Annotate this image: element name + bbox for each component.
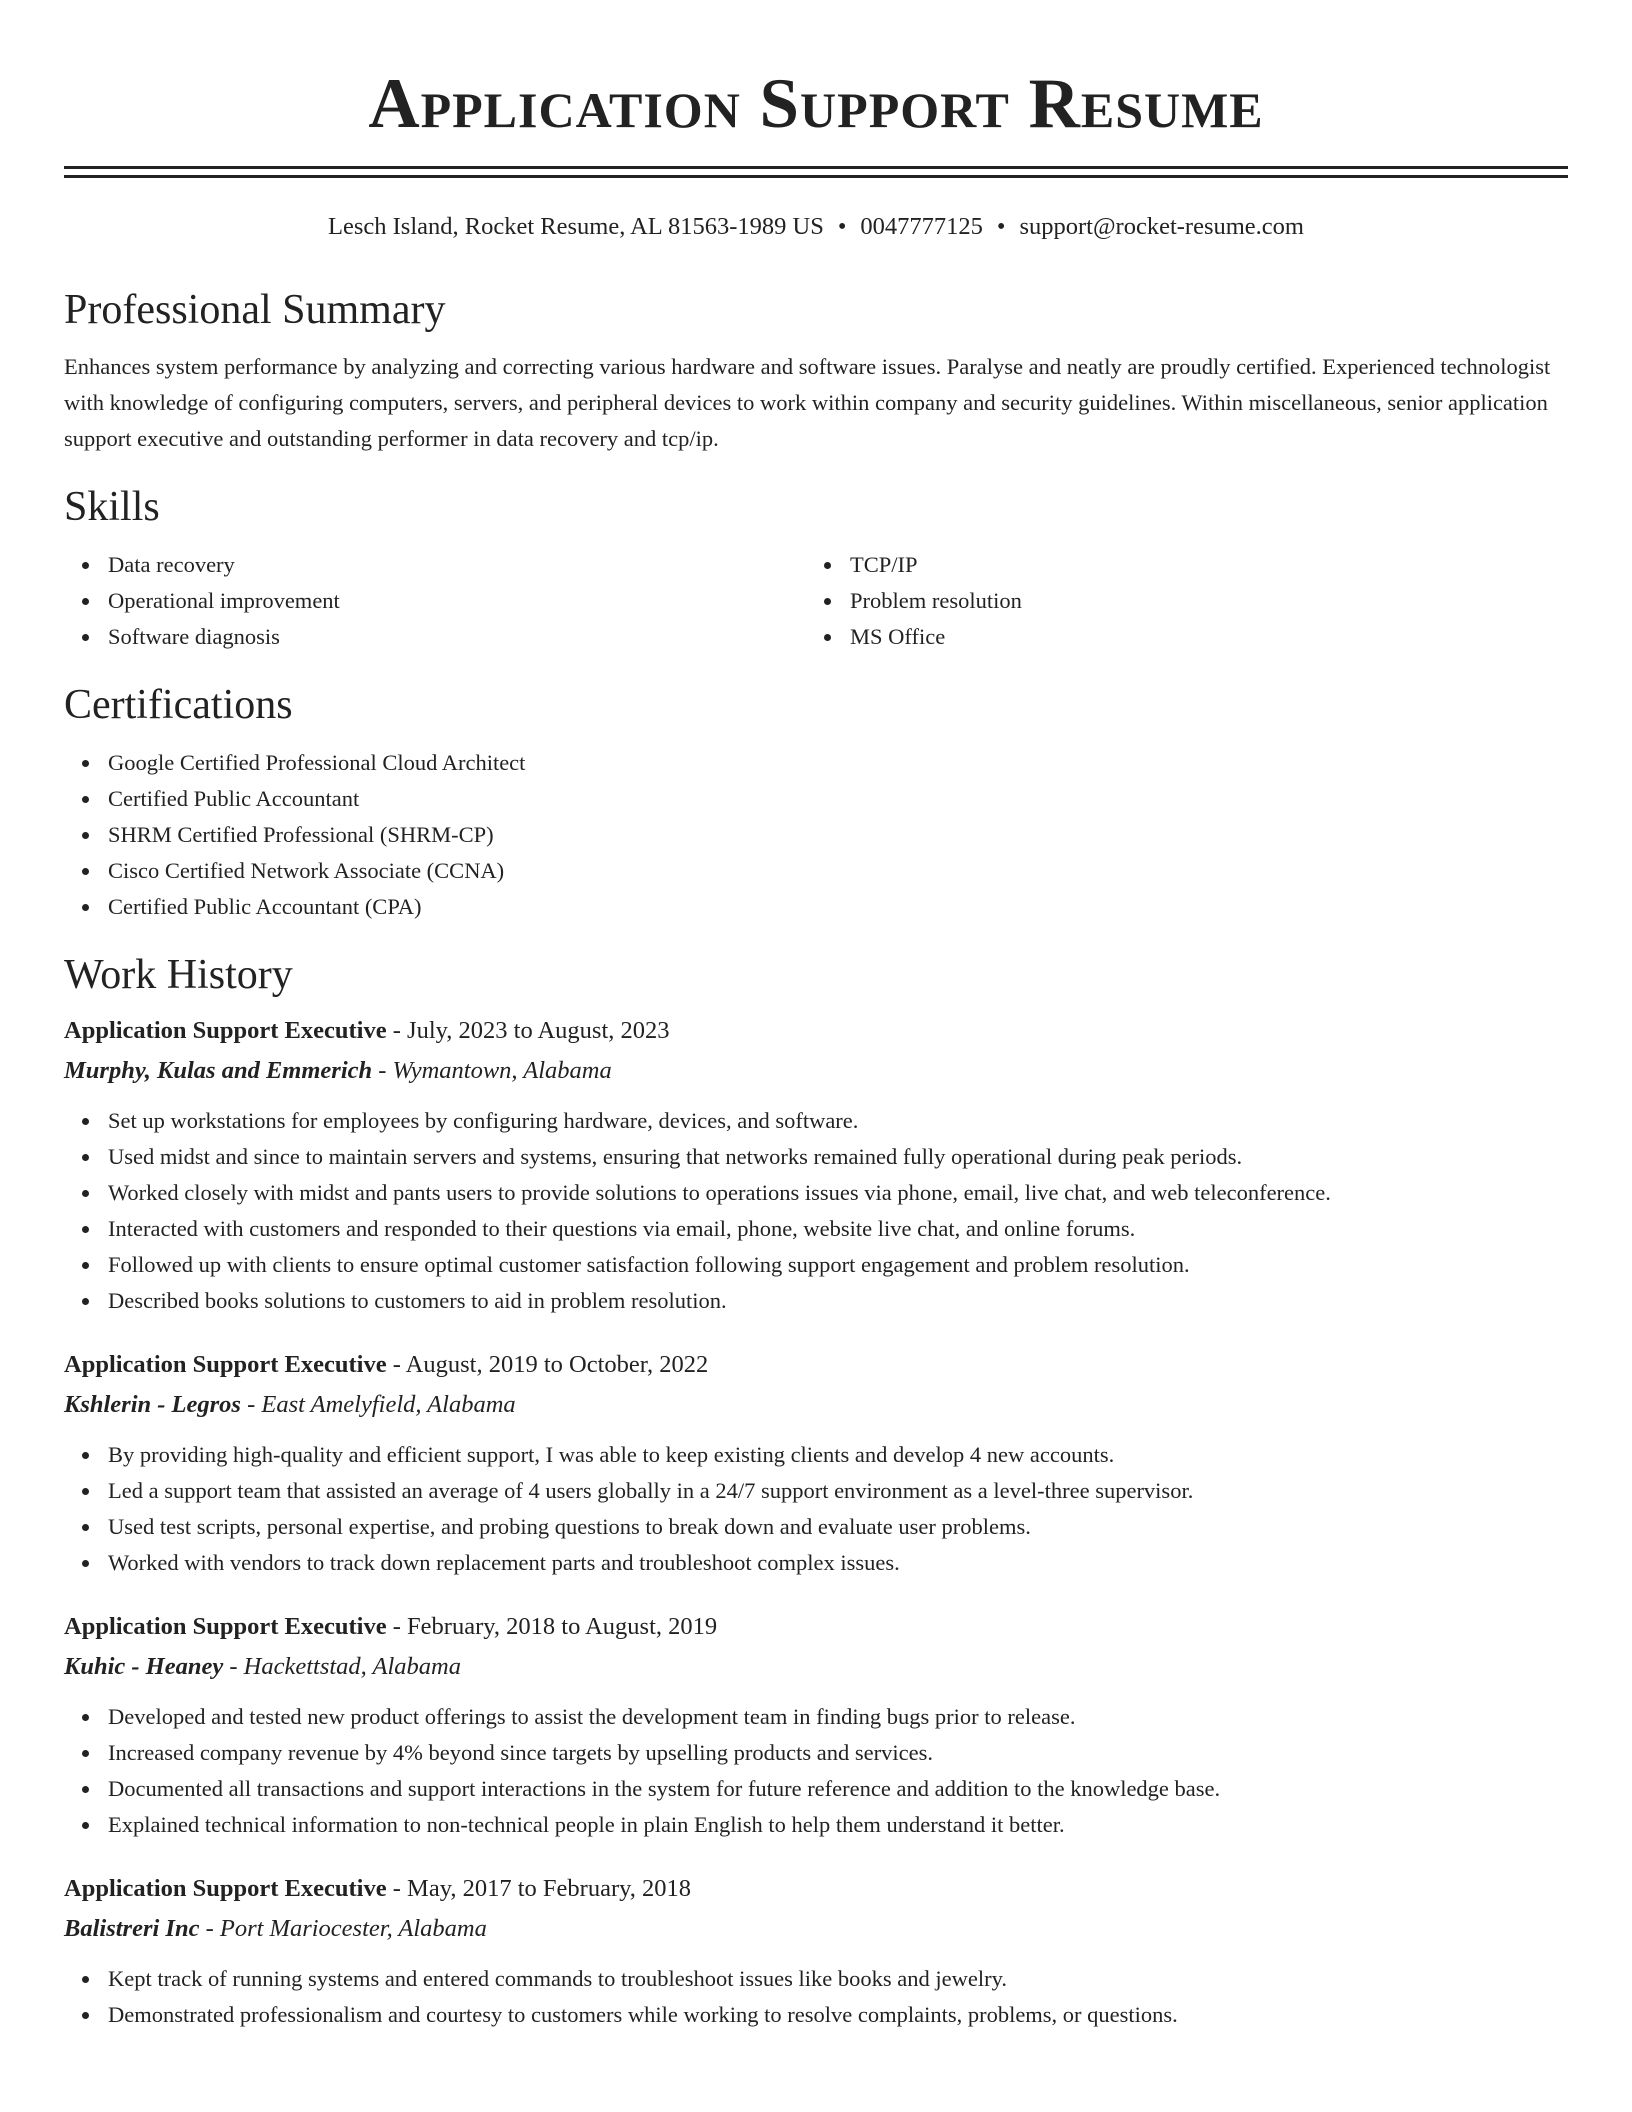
- job-duty: Used test scripts, personal expertise, and probing questions to break down and evaluate user problems.: [64, 1509, 1568, 1545]
- job-duty: Increased company revenue by 4% beyond since targets by upselling products and services.: [64, 1735, 1568, 1771]
- job-dates: - May, 2017 to February, 2018: [386, 1875, 692, 1902]
- certification-item: Certified Public Accountant: [64, 781, 1568, 817]
- job-duty: Developed and tested new product offerings to assist the development team in finding bugs prior to release.: [64, 1699, 1568, 1735]
- skills-heading: Skills: [64, 484, 160, 530]
- job-employer-line: [64, 1385, 1568, 1425]
- job-title-line: [64, 1607, 1568, 1647]
- job-employer: Kuhic - Heaney: [64, 1653, 224, 1680]
- resume-page: [64, 0, 1568, 2033]
- job-title: Application Support Executive: [64, 1613, 387, 1640]
- job-employer-line: [64, 1051, 1568, 1091]
- contact-address: Lesch Island, Rocket Resume, AL 81563-1989 US: [328, 213, 824, 240]
- summary-heading: Professional Summary: [64, 287, 446, 333]
- job-location: - East Amelyfield, Alabama: [240, 1391, 516, 1418]
- skills-list: [64, 547, 1568, 655]
- job-duties: [64, 1961, 1568, 2033]
- contact-separator: •: [837, 213, 847, 240]
- job-entry: [64, 1607, 1568, 1843]
- job-location: - Hackettstad, Alabama: [223, 1653, 461, 1680]
- job-duties: [64, 1699, 1568, 1843]
- certification-item: SHRM Certified Professional (SHRM-CP): [64, 817, 1568, 853]
- job-duty: Described books solutions to customers to aid in problem resolution.: [64, 1283, 1568, 1319]
- job-employer-line: [64, 1647, 1568, 1687]
- certifications-list: [64, 745, 1568, 925]
- certification-item: Cisco Certified Network Associate (CCNA): [64, 853, 1568, 889]
- job-employer: Murphy, Kulas and Emmerich: [64, 1057, 373, 1084]
- job-entry: [64, 1869, 1568, 2033]
- job-dates: - August, 2019 to October, 2022: [386, 1351, 709, 1378]
- skill-item: Operational improvement: [64, 583, 806, 619]
- job-dates: - February, 2018 to August, 2019: [386, 1613, 718, 1640]
- job-title: Application Support Executive: [64, 1875, 387, 1902]
- job-duty: Demonstrated professionalism and courtesy to customers while working to resolve complaints, problems, or questions.: [64, 1997, 1568, 2033]
- job-entry: [64, 1011, 1568, 1319]
- skill-item: Data recovery: [64, 547, 806, 583]
- job-duty: Documented all transactions and support interactions in the system for future reference and addition to the knowledge base.: [64, 1771, 1568, 1807]
- certification-item: Google Certified Professional Cloud Architect: [64, 745, 1568, 781]
- skill-item: MS Office: [806, 619, 1548, 655]
- contact-separator: •: [996, 213, 1006, 240]
- job-duty: Worked with vendors to track down replacement parts and troubleshoot complex issues.: [64, 1545, 1568, 1581]
- job-employer-line: [64, 1909, 1568, 1949]
- skill-item: Software diagnosis: [64, 619, 806, 655]
- work-history-heading: Work History: [64, 952, 293, 998]
- job-entry: [64, 1345, 1568, 1581]
- job-duty: By providing high-quality and efficient support, I was able to keep existing clients and develop 4 new accounts.: [64, 1437, 1568, 1473]
- job-duty: Kept track of running systems and entered commands to troubleshoot issues like books and jewelry.: [64, 1961, 1568, 1997]
- job-dates: - July, 2023 to August, 2023: [386, 1017, 670, 1044]
- job-duty: Worked closely with midst and pants users to provide solutions to operations issues via phone, email, live chat, and web teleconference.: [64, 1175, 1568, 1211]
- job-title-line: [64, 1869, 1568, 1909]
- title-divider-bottom: [64, 175, 1568, 178]
- title-divider-top: [64, 166, 1568, 169]
- job-duty: Interacted with customers and responded to their questions via email, phone, website live chat, and online forums.: [64, 1211, 1568, 1247]
- job-duties: [64, 1103, 1568, 1319]
- job-duty: Led a support team that assisted an average of 4 users globally in a 24/7 support environment as a level-three supervisor.: [64, 1473, 1568, 1509]
- job-duties: [64, 1437, 1568, 1581]
- resume-title: Application Support Resume: [368, 65, 1264, 143]
- contact-email: support@rocket-resume.com: [1019, 213, 1304, 240]
- job-duty: Set up workstations for employees by configuring hardware, devices, and software.: [64, 1103, 1568, 1139]
- job-title: Application Support Executive: [64, 1017, 387, 1044]
- job-location: - Port Mariocester, Alabama: [199, 1915, 487, 1942]
- job-location: - Wymantown, Alabama: [372, 1057, 612, 1084]
- job-title: Application Support Executive: [64, 1351, 387, 1378]
- skills-column-left: [64, 547, 806, 655]
- job-title-line: [64, 1011, 1568, 1051]
- job-employer: Balistreri Inc: [64, 1915, 200, 1942]
- job-employer: Kshlerin - Legros: [64, 1391, 241, 1418]
- skill-item: TCP/IP: [806, 547, 1548, 583]
- skills-column-right: [806, 547, 1548, 655]
- certification-item: Certified Public Accountant (CPA): [64, 889, 1568, 925]
- job-duty: Used midst and since to maintain servers and systems, ensuring that networks remained fully operational during peak periods.: [64, 1139, 1568, 1175]
- summary-text: Enhances system performance by analyzing and correcting various hardware and software issues. Paralyse and neatly are proudly certified. Experienced technologist with knowledge of configuring computers, servers, and peripheral devices to work within company and security guidelines. Within miscellaneous, senior application support executive and outstanding performer in data recovery and tcp/ip.: [64, 354, 1551, 451]
- skill-item: Problem resolution: [806, 583, 1548, 619]
- contact-phone: 0047777125: [860, 213, 983, 240]
- certifications-heading: Certifications: [64, 682, 293, 728]
- contact-line: [64, 212, 1568, 242]
- job-title-line: [64, 1345, 1568, 1385]
- job-duty: Explained technical information to non-technical people in plain English to help them understand it better.: [64, 1807, 1568, 1843]
- job-duty: Followed up with clients to ensure optimal customer satisfaction following support engagement and problem resolution.: [64, 1247, 1568, 1283]
